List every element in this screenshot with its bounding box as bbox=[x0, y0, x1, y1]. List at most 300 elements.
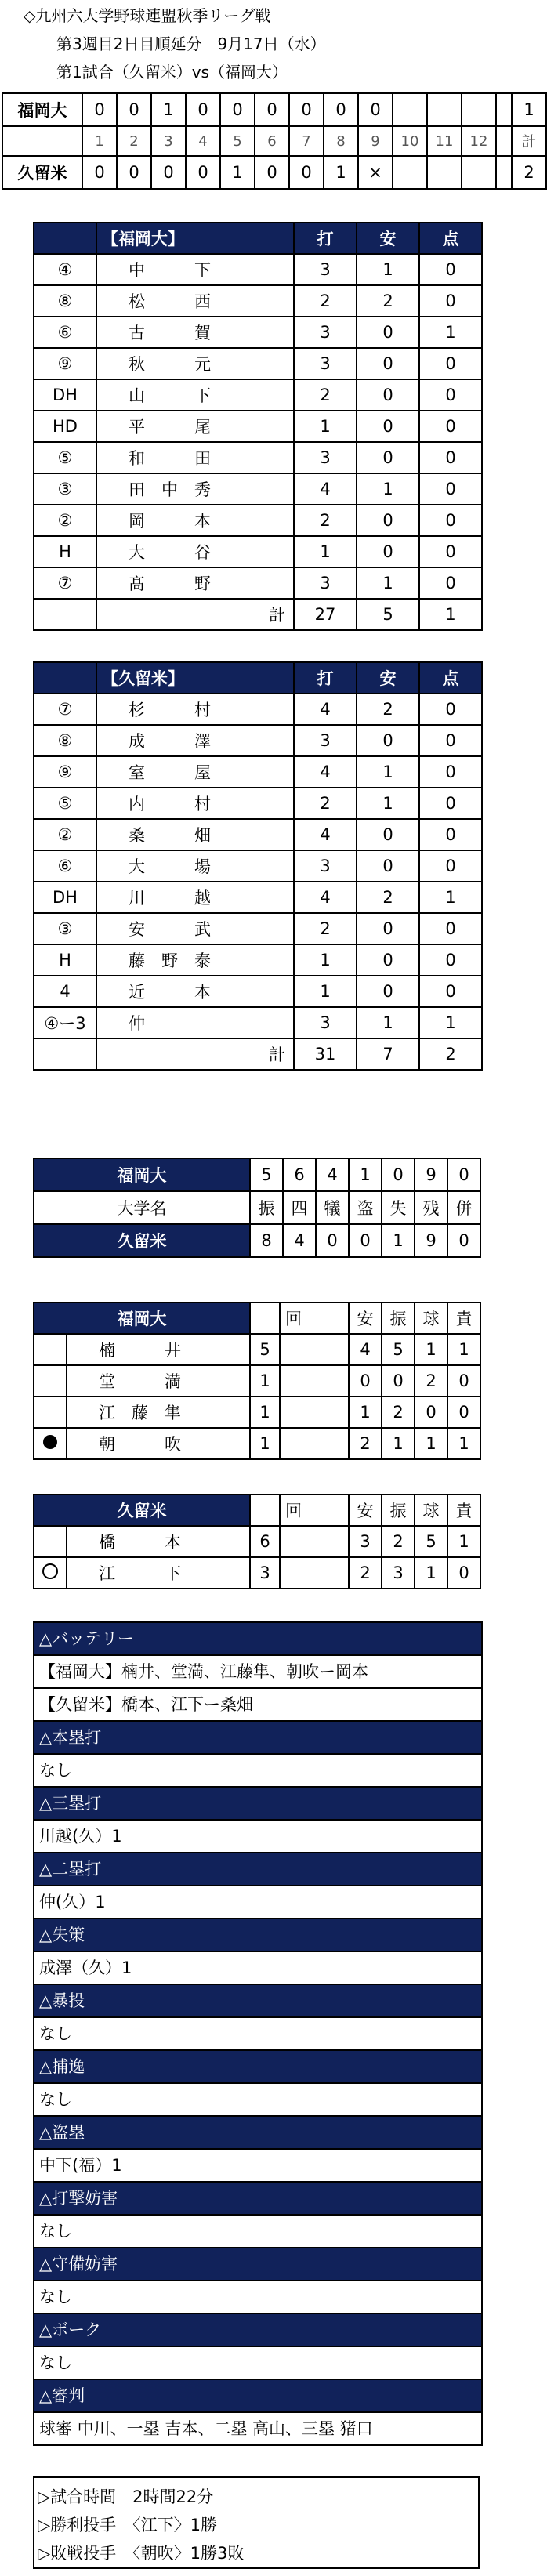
inning-number: 9 bbox=[358, 126, 393, 156]
inning-runs: 0 bbox=[289, 156, 324, 189]
rbi-cell: 0 bbox=[419, 913, 482, 944]
blank-cell bbox=[250, 1495, 280, 1526]
inning-runs bbox=[393, 93, 427, 126]
rbi-cell: 0 bbox=[419, 788, 482, 819]
inning-number: 1 bbox=[82, 126, 117, 156]
note-text: なし bbox=[34, 1755, 481, 1788]
total-runs: 1 bbox=[512, 93, 546, 126]
pitching-stat: 1 bbox=[415, 1334, 447, 1365]
position-cell: ⑧ bbox=[34, 285, 96, 317]
note-heading: △二塁打 bbox=[34, 1853, 481, 1886]
inning-runs: 1 bbox=[220, 156, 255, 189]
win-mark-icon bbox=[42, 1563, 58, 1579]
inning-runs: 0 bbox=[82, 93, 117, 126]
pitcher-row bbox=[34, 1428, 480, 1459]
blank-cell bbox=[34, 662, 96, 694]
inning-number: 7 bbox=[289, 126, 324, 156]
page-title: ◇九州六大学野球連盟秋季リーグ戦 bbox=[24, 6, 271, 25]
innings-header: 回 bbox=[280, 1302, 349, 1334]
rbi-cell: 0 bbox=[419, 725, 482, 756]
blank-cell bbox=[280, 1526, 349, 1557]
result-mark bbox=[34, 1397, 67, 1428]
position-cell: DH bbox=[34, 882, 96, 913]
hits-cell: 0 bbox=[357, 505, 419, 536]
rbi-header: 点 bbox=[419, 662, 482, 694]
hits-cell: 0 bbox=[357, 379, 419, 411]
blank-cell bbox=[250, 1302, 280, 1334]
player-name: 山 下 bbox=[96, 379, 294, 411]
position-cell: DH bbox=[34, 379, 96, 411]
pitching-stat-header: 安 bbox=[349, 1495, 382, 1526]
inning-runs bbox=[462, 93, 496, 126]
pitching-stat-header: 球 bbox=[415, 1495, 447, 1526]
note-heading: △暴投 bbox=[34, 1985, 481, 2018]
hits-cell: 0 bbox=[357, 913, 419, 944]
rbi-cell: 0 bbox=[419, 379, 482, 411]
position-cell: ⑥ bbox=[34, 850, 96, 882]
inning-runs: 1 bbox=[151, 93, 186, 126]
innings-cell: 3 bbox=[250, 1557, 280, 1589]
batter-row bbox=[34, 756, 482, 788]
position-cell: HD bbox=[34, 411, 96, 442]
note-text: 仲(久）1 bbox=[34, 1886, 481, 1919]
player-name: 近 本 bbox=[96, 976, 294, 1007]
pitching-stat: 3 bbox=[349, 1526, 382, 1557]
hits-cell: 1 bbox=[357, 254, 419, 285]
innings-cell: 5 bbox=[250, 1334, 280, 1365]
stat-header: 犠 bbox=[316, 1191, 349, 1224]
position-cell: ⑤ bbox=[34, 788, 96, 819]
pitcher-row bbox=[34, 1557, 480, 1589]
pitcher-name: 橋 本 bbox=[67, 1526, 250, 1557]
position-cell: ⑧ bbox=[34, 725, 96, 756]
team-name: 福岡大 bbox=[34, 1158, 250, 1191]
pitching-stat: 2 bbox=[349, 1557, 382, 1589]
inning-number: 12 bbox=[462, 126, 496, 156]
team-heading: 【久留米】 bbox=[96, 662, 294, 694]
at-bats-cell: 1 bbox=[294, 944, 357, 976]
note-text: なし bbox=[34, 2347, 481, 2380]
inning-runs: 0 bbox=[358, 93, 393, 126]
note-heading: △打撃妨害 bbox=[34, 2183, 481, 2216]
stat-header: 四 bbox=[283, 1191, 316, 1224]
inning-runs: 0 bbox=[186, 156, 220, 189]
team-stats-row bbox=[34, 1158, 480, 1191]
note-heading: △本塁打 bbox=[34, 1722, 481, 1755]
note-heading: △守備妨害 bbox=[34, 2248, 481, 2281]
player-name: 成 澤 bbox=[96, 725, 294, 756]
pitching-stat-header: 振 bbox=[382, 1302, 415, 1334]
pitcher-name: 楠 井 bbox=[67, 1334, 250, 1365]
spacer-cell bbox=[496, 156, 512, 189]
note-text: なし bbox=[34, 2281, 481, 2314]
hits-cell: 0 bbox=[357, 976, 419, 1007]
inning-runs: 0 bbox=[324, 93, 358, 126]
inning-runs bbox=[427, 156, 462, 189]
pitching-stat: 1 bbox=[349, 1397, 382, 1428]
at-bats-cell: 3 bbox=[294, 348, 357, 379]
pitcher-row bbox=[34, 1526, 480, 1557]
rbi-cell: 0 bbox=[419, 505, 482, 536]
total-label: 計 bbox=[512, 126, 546, 156]
position-cell: ④ー3 bbox=[34, 1007, 96, 1038]
pitcher-name: 朝 吹 bbox=[67, 1428, 250, 1459]
rbi-header: 点 bbox=[419, 223, 482, 254]
pitching-stat: 5 bbox=[382, 1334, 415, 1365]
player-name: 和 田 bbox=[96, 442, 294, 473]
pitching-stat-header: 責 bbox=[447, 1302, 480, 1334]
pitcher-row bbox=[34, 1397, 480, 1428]
batter-row bbox=[34, 944, 482, 976]
batter-row bbox=[34, 788, 482, 819]
rbi-cell: 0 bbox=[419, 976, 482, 1007]
position-cell: ③ bbox=[34, 473, 96, 505]
blank-cell bbox=[280, 1365, 349, 1397]
at-bats-cell: 3 bbox=[294, 317, 357, 348]
player-name: 秋 元 bbox=[96, 348, 294, 379]
pitching-stat: 3 bbox=[382, 1557, 415, 1589]
player-name: 内 村 bbox=[96, 788, 294, 819]
inning-runs: 0 bbox=[117, 93, 151, 126]
inning-runs bbox=[462, 156, 496, 189]
hits-cell: 1 bbox=[357, 473, 419, 505]
rbi-cell: 0 bbox=[419, 694, 482, 725]
player-name: 杉 村 bbox=[96, 694, 294, 725]
blank-cell bbox=[280, 1397, 349, 1428]
position-cell: ⑨ bbox=[34, 348, 96, 379]
linescore-row bbox=[2, 93, 546, 126]
pitching-stat: 1 bbox=[382, 1428, 415, 1459]
spacer-cell bbox=[496, 93, 512, 126]
inning-number: 4 bbox=[186, 126, 220, 156]
total-runs: 2 bbox=[512, 156, 546, 189]
pitcher-row bbox=[34, 1334, 480, 1365]
position-cell: 4 bbox=[34, 976, 96, 1007]
position-cell: ⑨ bbox=[34, 756, 96, 788]
player-name: 田 中 秀 bbox=[96, 473, 294, 505]
blank-cell bbox=[280, 1428, 349, 1459]
inning-runs: 0 bbox=[82, 156, 117, 189]
pitcher-name: 江 藤 隼 bbox=[67, 1397, 250, 1428]
blank-cell bbox=[34, 1038, 96, 1070]
rbi-cell: 0 bbox=[419, 348, 482, 379]
pitching-stat: 0 bbox=[447, 1365, 480, 1397]
innings-cell: 1 bbox=[250, 1397, 280, 1428]
team-stats-header-row bbox=[34, 1191, 480, 1224]
team-heading: 久留米 bbox=[34, 1495, 250, 1526]
pitching-stat: 1 bbox=[447, 1334, 480, 1365]
at-bats-cell: 4 bbox=[294, 819, 357, 850]
pitching-header-row bbox=[34, 1495, 480, 1526]
at-bats-cell: 3 bbox=[294, 567, 357, 599]
pitching-header-row bbox=[34, 1302, 480, 1334]
hits-cell: 0 bbox=[357, 348, 419, 379]
innings-cell: 1 bbox=[250, 1365, 280, 1397]
position-cell: ⑦ bbox=[34, 567, 96, 599]
team-name: 福岡大 bbox=[2, 93, 82, 126]
hits-cell: 1 bbox=[357, 1007, 419, 1038]
at-bats-cell: 3 bbox=[294, 254, 357, 285]
batting-header-row bbox=[34, 662, 482, 694]
inning-runs: × bbox=[358, 156, 393, 189]
note-text: 球審 中川、一塁 吉本、二塁 高山、三塁 猪口 bbox=[34, 2413, 481, 2444]
inning-header-row bbox=[2, 126, 546, 156]
pitching-stat-header: 安 bbox=[349, 1302, 382, 1334]
note-text: 成澤（久）1 bbox=[34, 1952, 481, 1985]
rbi-cell: 0 bbox=[419, 473, 482, 505]
at-bats-cell: 1 bbox=[294, 976, 357, 1007]
stat-header: 残 bbox=[415, 1191, 447, 1224]
stat-value: 4 bbox=[316, 1158, 349, 1191]
batter-row bbox=[34, 317, 482, 348]
inning-number: 8 bbox=[324, 126, 358, 156]
team-stats-table bbox=[33, 1158, 481, 1258]
rbi-cell: 1 bbox=[419, 882, 482, 913]
hits-cell: 0 bbox=[357, 317, 419, 348]
stat-value: 0 bbox=[447, 1224, 480, 1257]
team-name: 久留米 bbox=[2, 156, 82, 189]
player-name: 川 越 bbox=[96, 882, 294, 913]
batter-row bbox=[34, 442, 482, 473]
pitching-table-fukuoka bbox=[33, 1302, 481, 1460]
note-heading: △ボーク bbox=[34, 2314, 481, 2347]
hits-cell: 0 bbox=[357, 442, 419, 473]
at-bats-cell: 2 bbox=[294, 285, 357, 317]
note-heading: △三塁打 bbox=[34, 1788, 481, 1821]
player-name: 松 西 bbox=[96, 285, 294, 317]
batter-row bbox=[34, 882, 482, 913]
inning-runs bbox=[393, 156, 427, 189]
total-label: 計 bbox=[96, 599, 294, 630]
player-name: 藤 野 泰 bbox=[96, 944, 294, 976]
batting-total-row bbox=[34, 1038, 482, 1070]
batter-row bbox=[34, 411, 482, 442]
stat-value: 4 bbox=[283, 1224, 316, 1257]
player-name: 中 下 bbox=[96, 254, 294, 285]
game-summary bbox=[33, 2476, 480, 2569]
player-name: 髙 野 bbox=[96, 567, 294, 599]
player-name: 桑 畑 bbox=[96, 819, 294, 850]
stat-value: 1 bbox=[382, 1224, 415, 1257]
pitching-stat-header: 振 bbox=[382, 1495, 415, 1526]
batter-row bbox=[34, 379, 482, 411]
at-bats-cell: 3 bbox=[294, 725, 357, 756]
hits-cell: 0 bbox=[357, 944, 419, 976]
linescore-table bbox=[2, 92, 547, 190]
at-bats-cell: 4 bbox=[294, 756, 357, 788]
batter-row bbox=[34, 567, 482, 599]
player-name: 平 尾 bbox=[96, 411, 294, 442]
pitching-stat: 2 bbox=[382, 1397, 415, 1428]
at-bats-cell: 2 bbox=[294, 913, 357, 944]
pitching-stat: 0 bbox=[447, 1557, 480, 1589]
pitching-stat: 1 bbox=[415, 1557, 447, 1589]
total-rbi: 1 bbox=[419, 599, 482, 630]
blank-cell bbox=[280, 1334, 349, 1365]
stat-value: 9 bbox=[415, 1224, 447, 1257]
stat-value: 8 bbox=[250, 1224, 283, 1257]
inning-runs: 0 bbox=[220, 93, 255, 126]
note-heading: △失策 bbox=[34, 1919, 481, 1952]
stat-header: 振 bbox=[250, 1191, 283, 1224]
rbi-cell: 0 bbox=[419, 756, 482, 788]
batter-row bbox=[34, 1007, 482, 1038]
innings-cell: 1 bbox=[250, 1428, 280, 1459]
at-bats-cell: 4 bbox=[294, 882, 357, 913]
pitching-stat-header: 球 bbox=[415, 1302, 447, 1334]
rbi-cell: 0 bbox=[419, 850, 482, 882]
blank-cell bbox=[34, 599, 96, 630]
at-bats-cell: 1 bbox=[294, 411, 357, 442]
stat-value: 9 bbox=[415, 1158, 447, 1191]
note-text: 中下(福）1 bbox=[34, 2150, 481, 2183]
batter-row bbox=[34, 348, 482, 379]
at-bats-cell: 2 bbox=[294, 788, 357, 819]
pitching-stat: 1 bbox=[415, 1428, 447, 1459]
position-cell: ② bbox=[34, 505, 96, 536]
stat-value: 1 bbox=[349, 1158, 382, 1191]
hits-cell: 2 bbox=[357, 882, 419, 913]
inning-runs: 0 bbox=[151, 156, 186, 189]
stat-value: 0 bbox=[382, 1158, 415, 1191]
result-mark bbox=[34, 1428, 67, 1459]
batter-row bbox=[34, 694, 482, 725]
player-name: 大 場 bbox=[96, 850, 294, 882]
stat-value: 5 bbox=[250, 1158, 283, 1191]
pitcher-name: 堂 満 bbox=[67, 1365, 250, 1397]
inning-number: 3 bbox=[151, 126, 186, 156]
position-cell: H bbox=[34, 944, 96, 976]
position-cell: ② bbox=[34, 819, 96, 850]
player-name: 仲 bbox=[96, 1007, 294, 1038]
stat-header: 失 bbox=[382, 1191, 415, 1224]
rbi-cell: 1 bbox=[419, 1007, 482, 1038]
pitching-stat: 4 bbox=[349, 1334, 382, 1365]
note-heading: △捕逸 bbox=[34, 2051, 481, 2084]
rbi-cell: 0 bbox=[419, 819, 482, 850]
pitching-stat: 5 bbox=[415, 1526, 447, 1557]
batter-row bbox=[34, 254, 482, 285]
total-at-bats: 27 bbox=[294, 599, 357, 630]
total-label: 計 bbox=[96, 1038, 294, 1070]
stat-value: 6 bbox=[283, 1158, 316, 1191]
hits-header: 安 bbox=[357, 662, 419, 694]
at-bats-cell: 3 bbox=[294, 442, 357, 473]
inning-runs: 0 bbox=[289, 93, 324, 126]
at-bats-cell: 2 bbox=[294, 379, 357, 411]
batting-table-fukuoka bbox=[33, 222, 483, 631]
stat-header: 盗 bbox=[349, 1191, 382, 1224]
at-bats-cell: 2 bbox=[294, 505, 357, 536]
rbi-cell: 1 bbox=[419, 317, 482, 348]
rbi-cell: 0 bbox=[419, 944, 482, 976]
note-text: なし bbox=[34, 2084, 481, 2117]
at-bats-header: 打 bbox=[294, 662, 357, 694]
game-time: ▷試合時間 2時間22分 bbox=[38, 2487, 214, 2506]
rbi-cell: 0 bbox=[419, 285, 482, 317]
pitching-stat: 2 bbox=[382, 1526, 415, 1557]
rbi-cell: 0 bbox=[419, 442, 482, 473]
result-mark bbox=[34, 1557, 67, 1589]
losing-pitcher: ▷敗戦投手 〈朝吹〉1勝3敗 bbox=[38, 2544, 245, 2563]
total-hits: 7 bbox=[357, 1038, 419, 1070]
total-rbi: 2 bbox=[419, 1038, 482, 1070]
batter-row bbox=[34, 505, 482, 536]
position-cell: ⑥ bbox=[34, 317, 96, 348]
hits-cell: 1 bbox=[357, 567, 419, 599]
note-text: 川越(久）1 bbox=[34, 1821, 481, 1853]
note-heading: △盗塁 bbox=[34, 2117, 481, 2150]
pitcher-name: 江 下 bbox=[67, 1557, 250, 1589]
player-name: 室 屋 bbox=[96, 756, 294, 788]
batter-row bbox=[34, 536, 482, 567]
note-text: 【久留米】橋本、江下ー桑畑 bbox=[34, 1689, 481, 1722]
player-name: 岡 本 bbox=[96, 505, 294, 536]
game-line: 第1試合（久留米）vs（福岡大） bbox=[56, 63, 288, 82]
batter-row bbox=[34, 819, 482, 850]
at-bats-cell: 3 bbox=[294, 850, 357, 882]
position-cell: H bbox=[34, 536, 96, 567]
pitching-stat: 2 bbox=[415, 1365, 447, 1397]
total-at-bats: 31 bbox=[294, 1038, 357, 1070]
hits-cell: 0 bbox=[357, 850, 419, 882]
note-text: なし bbox=[34, 2216, 481, 2248]
note-heading: △審判 bbox=[34, 2380, 481, 2413]
stat-value: 0 bbox=[316, 1224, 349, 1257]
pitching-stat: 0 bbox=[447, 1397, 480, 1428]
hits-cell: 2 bbox=[357, 694, 419, 725]
inning-number: 11 bbox=[427, 126, 462, 156]
at-bats-cell: 3 bbox=[294, 1007, 357, 1038]
hits-cell: 0 bbox=[357, 725, 419, 756]
batter-row bbox=[34, 725, 482, 756]
position-cell: ⑤ bbox=[34, 442, 96, 473]
result-mark bbox=[34, 1365, 67, 1397]
note-text: 【福岡大】楠井、堂満、江藤隼、朝吹ー岡本 bbox=[34, 1656, 481, 1689]
innings-header: 回 bbox=[280, 1495, 349, 1526]
rbi-cell: 0 bbox=[419, 411, 482, 442]
pitching-stat: 1 bbox=[447, 1428, 480, 1459]
team-heading: 【福岡大】 bbox=[96, 223, 294, 254]
inning-runs: 0 bbox=[117, 156, 151, 189]
game-notes bbox=[33, 1621, 483, 2446]
inning-runs bbox=[427, 93, 462, 126]
batter-row bbox=[34, 850, 482, 882]
blank-cell bbox=[280, 1557, 349, 1589]
inning-number: 5 bbox=[220, 126, 255, 156]
inning-runs: 0 bbox=[186, 93, 220, 126]
pitching-stat: 0 bbox=[382, 1365, 415, 1397]
player-name: 安 武 bbox=[96, 913, 294, 944]
team-name: 久留米 bbox=[34, 1224, 250, 1257]
inning-number: 10 bbox=[393, 126, 427, 156]
blank-cell bbox=[34, 223, 96, 254]
rbi-cell: 0 bbox=[419, 254, 482, 285]
spacer-cell bbox=[496, 126, 512, 156]
pitcher-row bbox=[34, 1365, 480, 1397]
hits-cell: 0 bbox=[357, 411, 419, 442]
position-cell: ④ bbox=[34, 254, 96, 285]
player-name: 大 谷 bbox=[96, 536, 294, 567]
at-bats-header: 打 bbox=[294, 223, 357, 254]
note-heading: △バッテリー bbox=[34, 1623, 481, 1656]
pitching-stat: 2 bbox=[349, 1428, 382, 1459]
batter-row bbox=[34, 285, 482, 317]
loss-mark-icon bbox=[43, 1435, 57, 1449]
total-hits: 5 bbox=[357, 599, 419, 630]
inning-number: 6 bbox=[255, 126, 289, 156]
batting-header-row bbox=[34, 223, 482, 254]
